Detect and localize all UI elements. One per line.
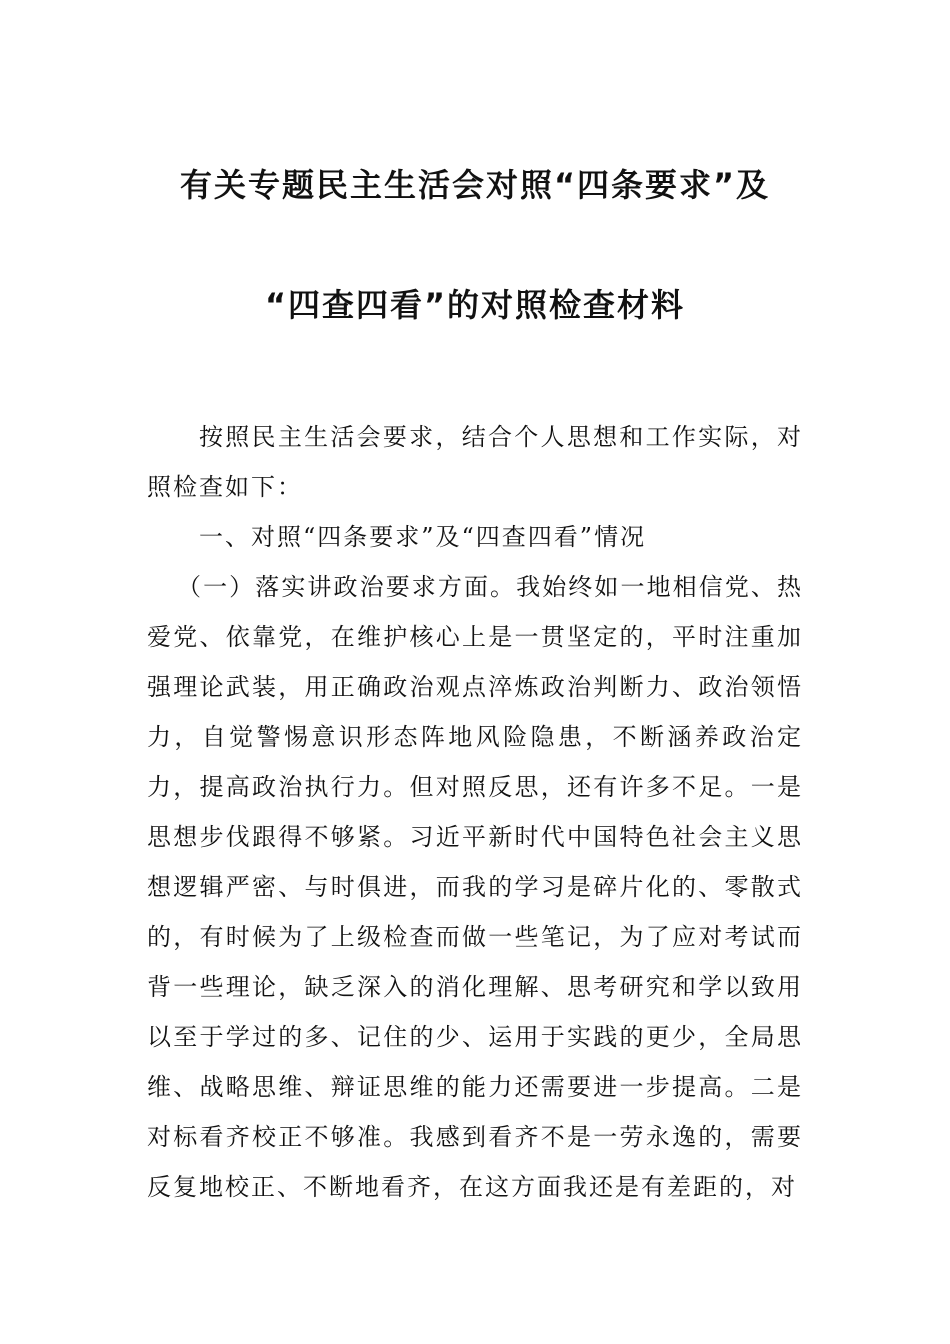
section-heading: 一、对照“四条要求”及“四查四看”情况 (199, 523, 647, 551)
document-body (147, 412, 803, 1212)
subsection-paragraph: （一）落实讲政治要求方面。我始终如一地相信党、热爱党、依靠党，在维护核心上是一贯坚定的，平时注重加强理论武装，用正确政治观点淬炼政治判断力、政治领悟力，自觉警惕意识形态阵地风险隐患，不断涵养政治定力，提高政治执行力。但对照反思，还有许多不足。一是思想步伐跟得不够紧。习近平新时代中国特色社会主义思想逻辑严密、与时俱进，而我的学习是碎片化的、零散式的，有时候为了上级检查而做一些笔记，为了应对考试而背一些理论，缺乏深入的消化理解、思考研究和学以致用以至于学过的多、记住的少、运用于实践的更少，全局思维、战略思维、辩证思维的能力还需要进一步提高。二是对标看齐校正不够准。我感到看齐不是一劳永逸的，需要反复地校正、不断地看齐，在这方面我还是有差距的，对 (147, 573, 803, 1201)
intro-paragraph: 按照民主生活会要求，结合个人思想和工作实际，对照检查如下： (147, 423, 803, 501)
document-title-line-1: 有关专题民主生活会对照“四条要求”及 (179, 166, 771, 204)
document-title-line-2: “四查四看”的对照检查材料 (264, 286, 686, 324)
